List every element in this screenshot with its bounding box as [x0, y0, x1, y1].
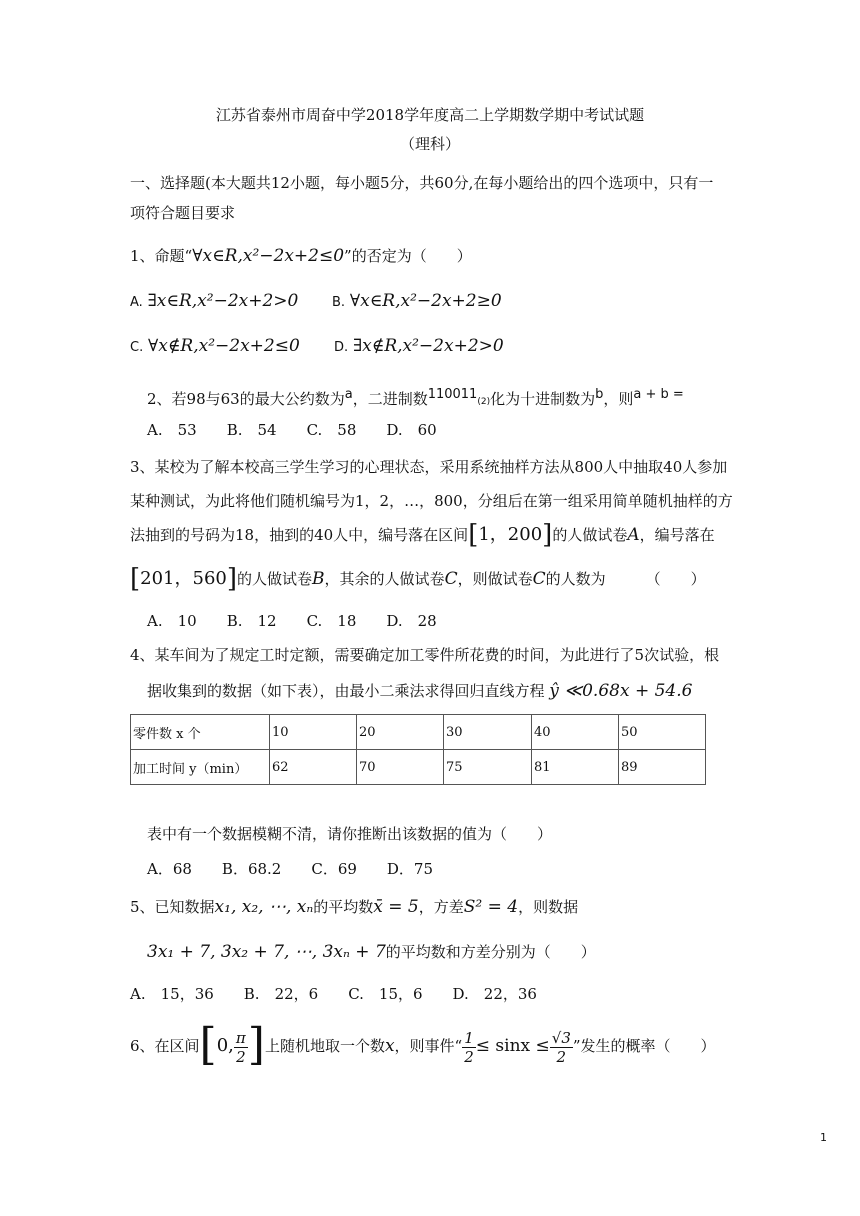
bracket-left: [	[468, 520, 479, 550]
denominator: 2	[556, 1047, 567, 1066]
q3-line2: 某种测试，为此将他们随机编号为1，2，…，800，分组后在第一组采用简单随机抽样的方	[130, 492, 733, 510]
q2-text-d: ，则	[603, 390, 634, 408]
q3-options: A. 10 B. 12 C. 18 D. 28	[147, 612, 437, 630]
q5-data: x₁, x₂, ⋯, xₙ	[214, 897, 314, 917]
q6-text: 上随机地取一个数	[264, 1037, 385, 1055]
table-cell: 89	[619, 750, 706, 785]
bracket-left: [	[130, 564, 141, 594]
q4-data-table	[130, 714, 706, 785]
table-cell: 加工时间 y（min）	[131, 750, 270, 785]
q6-text: 6、在区间	[130, 1037, 200, 1055]
q5-text: ，则数据	[518, 898, 579, 916]
q5-line2	[147, 941, 596, 963]
table-cell: 零件数 x 个	[131, 715, 270, 750]
denominator: 2	[464, 1047, 474, 1066]
option-label: B.	[332, 295, 346, 310]
exam-subtitle: （理科）	[399, 135, 460, 153]
q2-binary: 110011	[427, 387, 478, 402]
bracket-left: [	[199, 1019, 217, 1070]
q1-suffix: ”的否定为（ ）	[344, 247, 472, 265]
q3-text: 法抽到的号码为18，抽到的40人中，编号落在区间	[130, 526, 469, 544]
q3-paper-b: B	[312, 569, 325, 589]
option-formula: ∀x∉R,x²−2x+2≤0	[148, 336, 300, 356]
q2-var-b: b	[595, 387, 604, 402]
q6-sinx: ≤ sinx ≤	[475, 1036, 550, 1056]
table-row	[131, 715, 706, 750]
table-cell: 10	[270, 715, 357, 750]
q1-option-d	[334, 335, 504, 359]
q3-paren: （ ）	[645, 570, 706, 588]
numerator: √3	[551, 1028, 571, 1047]
table-cell: 40	[532, 715, 619, 750]
option-formula: ∃x∉R,x²−2x+2>0	[352, 336, 504, 356]
q2-text-c: 化为十进制数为	[490, 390, 596, 408]
q3-interval-2: 201，560	[140, 568, 227, 589]
bracket-right: ]	[226, 564, 238, 594]
q5-variance: S² = 4	[463, 897, 519, 917]
q5-text: 的平均数	[313, 898, 374, 916]
q4-line3: 表中有一个数据模糊不清，请你推断出该数据的值为（ ）	[147, 825, 553, 843]
q1-option-b	[332, 290, 502, 314]
q3-interval-1: 1，200	[478, 524, 543, 545]
q4-line1: 4、某车间为了规定工时定额，需要确定加工零件所花费的时间，为此进行了5次试验，根	[130, 646, 720, 664]
section-header-line2: 项符合题目要求	[130, 204, 236, 222]
q6-fraction-pi-2	[234, 1029, 248, 1066]
q1-formula: ∀x∈R,x²−2x+2≤0	[192, 246, 345, 266]
table-cell: 70	[357, 750, 444, 785]
q3-text: ，其余的人做试卷	[324, 570, 445, 588]
q5-line1	[130, 896, 578, 918]
numerator: 1	[464, 1028, 474, 1047]
q2-options: A. 53 B. 54 C. 58 D. 60	[147, 421, 437, 439]
q1-option-c	[130, 335, 300, 359]
q2-text-b: ，二进制数	[352, 390, 428, 408]
q2-text-a: 2、若98与63的最大公约数为	[147, 390, 345, 408]
q6-fraction-1-2	[462, 1029, 476, 1066]
q3-text: 的人做试卷	[552, 526, 628, 544]
q3-text: 的人做试卷	[237, 570, 313, 588]
q5-text: 5、已知数据	[130, 898, 215, 916]
table-cell: 81	[532, 750, 619, 785]
table-cell: 30	[444, 715, 532, 750]
q1-option-a	[130, 290, 298, 314]
q4-line2	[147, 680, 692, 702]
q3-line3	[130, 520, 715, 550]
q3-paper-c: C	[444, 569, 458, 589]
q3-line1: 3、某校为了解本校高三学生学习的心理状态，采用系统抽样方法从800人中抽取40人参加	[130, 458, 728, 476]
bracket-right: ]	[542, 520, 553, 550]
q6-text: ”发生的概率（ ）	[572, 1037, 716, 1055]
numerator: π	[235, 1028, 246, 1047]
q5-mean: x̄ = 5	[373, 897, 419, 917]
option-formula: ∃x∈R,x²−2x+2>0	[147, 291, 299, 311]
question-6	[130, 1020, 716, 1071]
q2-var-a: a	[344, 387, 353, 402]
q3-text: ，则做试卷	[457, 570, 533, 588]
table-row	[131, 750, 706, 785]
option-label: A.	[130, 295, 143, 310]
q5-data2: 3x₁ + 7, 3x₂ + 7, ⋯, 3xₙ + 7	[147, 942, 386, 962]
q6-interval-left: 0,	[216, 1035, 234, 1056]
option-label: C.	[130, 340, 144, 355]
bracket-right: ]	[247, 1019, 265, 1070]
q3-line4	[130, 564, 706, 594]
question-2	[147, 384, 684, 413]
q6-fraction-sqrt3-2	[550, 1029, 573, 1066]
q3-paper-c-2: C	[532, 569, 546, 589]
option-formula: ∀x∈R,x²−2x+2≥0	[349, 291, 502, 311]
q5-text: 的平均数和方差分别为（ ）	[385, 943, 596, 961]
page-number: 1	[820, 1131, 827, 1144]
q2-base: (2)	[477, 397, 491, 407]
table-cell: 20	[357, 715, 444, 750]
q6-text: ，则事件“	[394, 1037, 463, 1055]
question-1	[130, 245, 472, 267]
q1-prefix: 1、命题“	[130, 247, 193, 265]
table-cell: 75	[444, 750, 532, 785]
q6-var: x	[384, 1036, 395, 1056]
q5-text: ，方差	[418, 898, 464, 916]
q3-text: ，编号落在	[639, 526, 715, 544]
exam-title: 江苏省泰州市周奋中学2018学年度高二上学期数学期中考试试题	[215, 106, 645, 124]
q3-text: 的人数为	[545, 570, 606, 588]
q4-equation: ŷ ≪0.68x + 54.6	[549, 681, 693, 701]
denominator: 2	[236, 1047, 246, 1066]
q4-text: 据收集到的数据（如下表），由最小二乘法求得回归直线方程	[147, 682, 545, 700]
option-label: D.	[334, 340, 349, 355]
q3-paper-a: A	[627, 525, 640, 545]
q5-options: A. 15，36 B. 22，6 C. 15，6 D. 22，36	[130, 985, 537, 1003]
table-cell: 50	[619, 715, 706, 750]
q2-ask: a + b =	[633, 387, 684, 402]
section-header-line1: 一、选择题(本大题共12小题，每小题5分，共60分,在每小题给出的四个选项中，只有一	[130, 174, 714, 192]
table-cell: 62	[270, 750, 357, 785]
q4-options: A．68 B．68.2 C．69 D．75	[147, 860, 434, 878]
